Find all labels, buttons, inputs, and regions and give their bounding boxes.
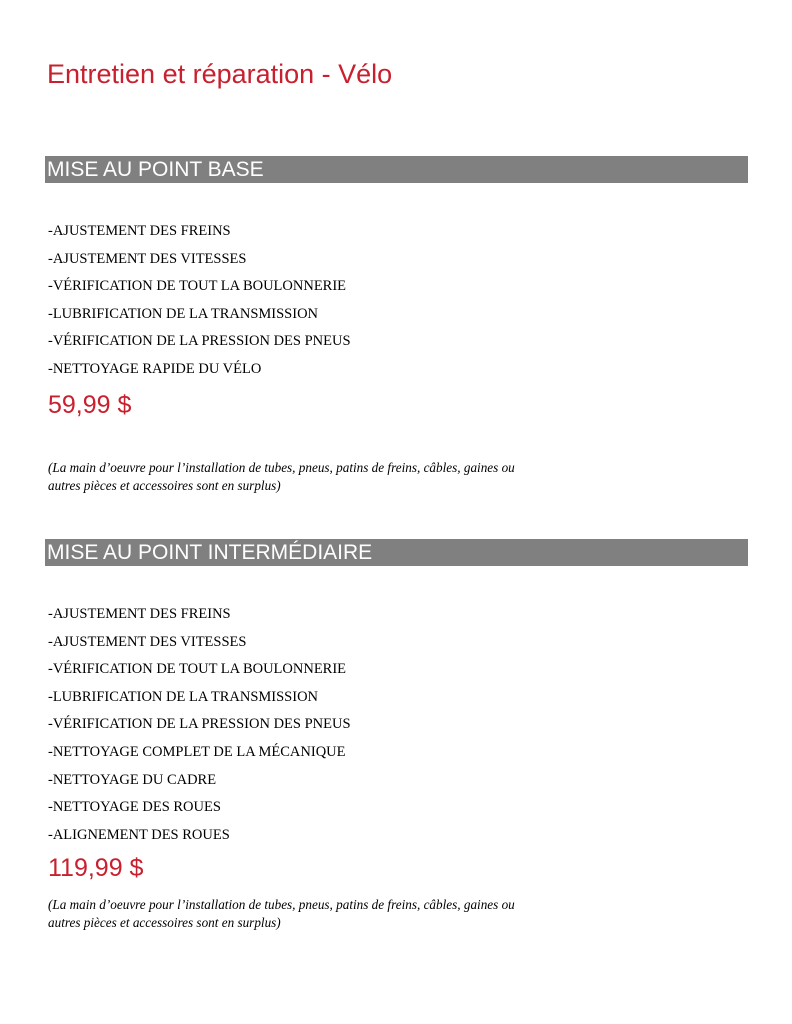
note-line: (La main d’oeuvre pour l’installation de tubes, pneus, patins de freins, câbles, gaines ou — [48, 897, 515, 912]
price: 59,99 $ — [48, 391, 132, 419]
note-line: autres pièces et accessoires sont en surplus) — [48, 478, 281, 493]
list-item: -VÉRIFICATION DE LA PRESSION DES PNEUS — [48, 716, 351, 733]
section-header-label: MISE AU POINT INTERMÉDIAIRE — [47, 541, 373, 564]
service-list — [48, 601, 351, 849]
labour-note — [48, 459, 648, 495]
list-item: -NETTOYAGE RAPIDE DU VÉLO — [48, 360, 262, 377]
list-item: -ALIGNEMENT DES ROUES — [48, 826, 230, 843]
page-title: Entretien et réparation - Vélo — [47, 59, 393, 89]
labour-note — [48, 896, 648, 932]
list-item: -LUBRIFICATION DE LA TRANSMISSION — [48, 305, 319, 322]
note-line: autres pièces et accessoires sont en surplus) — [48, 915, 281, 930]
list-item: -AJUSTEMENT DES FREINS — [48, 606, 231, 622]
list-item: -VÉRIFICATION DE TOUT LA BOULONNERIE — [48, 661, 347, 678]
section-header — [45, 156, 748, 183]
list-item: -VÉRIFICATION DE LA PRESSION DES PNEUS — [48, 333, 351, 350]
section-header — [45, 539, 748, 566]
section-mise-au-point-base — [45, 156, 748, 493]
list-item: -NETTOYAGE DES ROUES — [48, 799, 221, 816]
note-line: (La main d’oeuvre pour l’installation de tubes, pneus, patins de freins, câbles, gaines ou — [48, 460, 515, 475]
list-item: -AJUSTEMENT DES VITESSES — [48, 250, 247, 267]
service-list — [48, 218, 351, 384]
list-item: -NETTOYAGE DU CADRE — [48, 771, 217, 788]
list-item: -AJUSTEMENT DES VITESSES — [48, 633, 247, 650]
section-header-label: MISE AU POINT BASE — [47, 158, 264, 181]
list-item: -NETTOYAGE COMPLET DE LA MÉCANIQUE — [48, 743, 346, 760]
list-item: -LUBRIFICATION DE LA TRANSMISSION — [48, 688, 319, 705]
list-item: -VÉRIFICATION DE TOUT LA BOULONNERIE — [48, 278, 347, 295]
section-mise-au-point-intermediaire — [45, 539, 748, 930]
price: 119,99 $ — [48, 854, 144, 882]
list-item: -AJUSTEMENT DES FREINS — [48, 223, 231, 239]
